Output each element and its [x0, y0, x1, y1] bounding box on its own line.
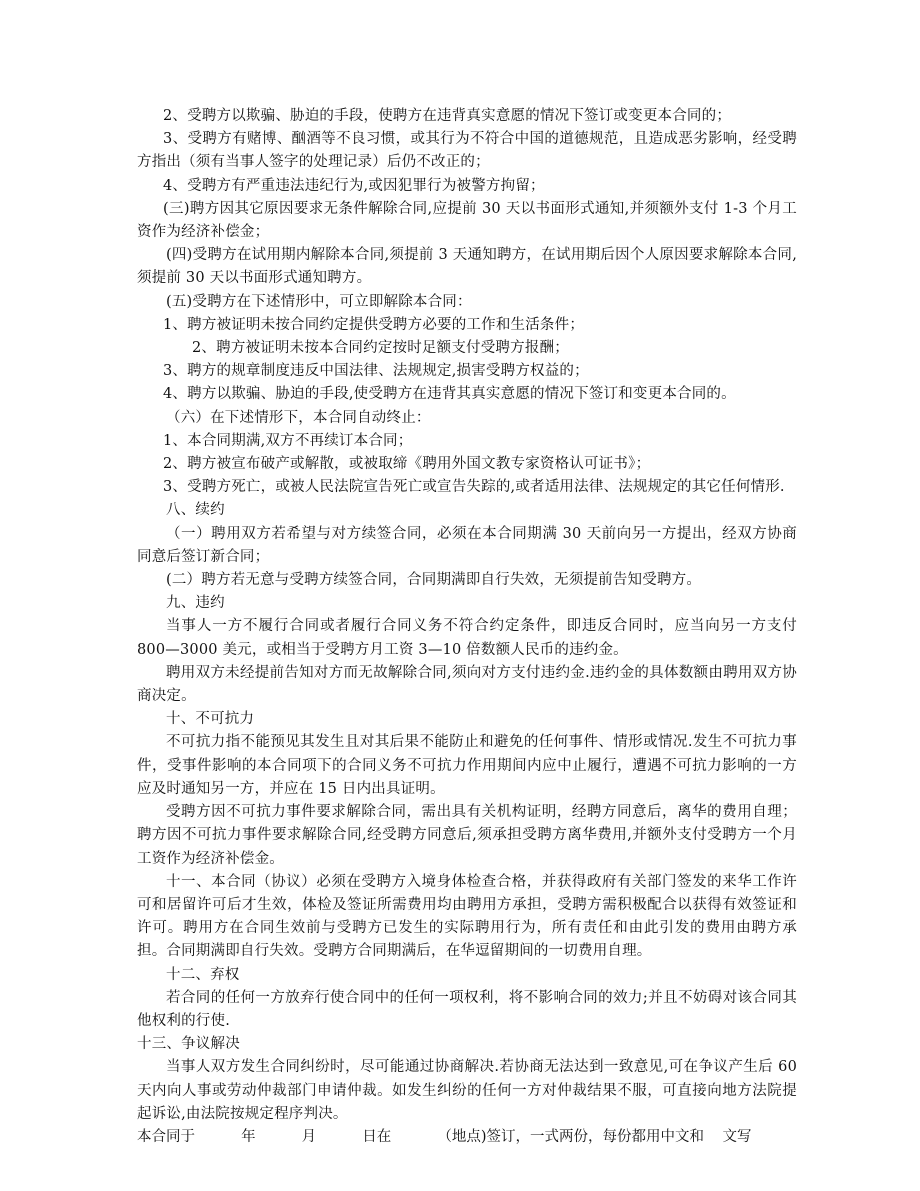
section-11-para: 十一、本合同（协议）必须在受聘方入境身体检查合格，并获得政府有关部门签发的来华工作许可和居留许可后才生效，体检及签证所需费用均由聘用方承担，受聘方需积极配合以获得有效签证和许可。聘用方在合同生效前与受聘方已发生的实际聘用行为，所有责任和由此引发的费用由聘方承担。合同期满即自行失效。受聘方合同期满后，在华逗留期间的一切费用自理。: [137, 873, 797, 960]
clause-6-item-2: 2、聘方被宣布破产或解散，或被取缔《聘用外国文教专家资格认可证书》；: [163, 456, 651, 473]
section-10-para-2: 受聘方因不可抗力事件要求解除合同，需出具有关机构证明，经聘方同意后，离华的费用自理；聘方因不可抗力事件要求解除合同,经受聘方同意后,须承担受聘方离华费用,并额外支付受聘方一个月工资作为经济补偿金。: [137, 804, 797, 867]
clause-6-item-3: 3、受聘方死亡，或被人民法院宣告死亡或宣告失踪的,或者适用法律、法规规定的其它任何情形.: [163, 479, 785, 496]
section-10-para-1: 不可抗力指不能预见其发生且对其后果不能防止和避免的任何事件、情形或情况.发生不可抗力事件，受事件影响的本合同项下的合同义务不可抗力作用期间内应中止履行，遭遇不可抗力影响的一方应及时通知另一方，并应在 15 日内出具证明。: [137, 734, 797, 797]
clause-terminate-employer-2: 2、受聘方以欺骗、胁迫的手段，使聘方在违背真实意愿的情况下签订或变更本合同的；: [163, 108, 732, 124]
clause-terminate-employer-3: 3、受聘方有赌博、酗酒等不良习惯，或其行为不符合中国的道德规范，且造成恶劣影响，经受聘方指出（须有当事人签字的处理记录）后仍不改正的；: [137, 131, 797, 171]
section-13-para: 当事人双方发生合同纠纷时，尽可能通过协商解决.若协商无法达到一致意见,可在争议产生后 60 天内向人事或劳动仲裁部门申请仲裁。如发生纠纷的任何一方对仲裁结果不服，可直接向地方法院提起诉讼,由法院按规定程序判决。: [137, 1059, 797, 1122]
clause-4-employee-probation: (四)受聘方在试用期内解除本合同,须提前 3 天通知聘方，在试用期后因个人原因要求解除本合同,须提前 30 天以书面形式通知聘方。: [137, 247, 797, 287]
section-12-para: 若合同的任何一方放弃行使合同中的任何一项权利，将不影响合同的效力;并且不妨碍对该合同其他权利的行使.: [137, 989, 797, 1029]
section-9-heading: 九、违约: [166, 595, 225, 612]
clause-5-item-2: 2、聘方被证明未按本合同约定按时足额支付受聘方报酬；: [192, 340, 569, 357]
section-10-heading: 十、不可抗力: [166, 711, 255, 728]
section-9-para-1: 当事人一方不履行合同或者履行合同义务不符合约定条件，即违反合同时，应当向另一方支付 800—3000 美元，或相当于受聘方月工资 3—10 倍数额人民币的违约金。: [137, 618, 797, 658]
signing-line: 本合同于 年 月 日在 （地点)签订，一式两份，每份都用中文和 文写: [137, 1128, 752, 1145]
section-12-heading: 十二、弃权: [166, 966, 240, 983]
section-8-item-1: （一）聘用双方若希望与对方续签合同，必须在本合同期满 30 天前向另一方提出，经双方协商同意后签订新合同；: [137, 525, 797, 565]
section-8-heading: 八、续约: [166, 502, 225, 519]
clause-5-item-1: 1、聘方被证明未按合同约定提供受聘方必要的工作和生活条件；: [163, 316, 585, 333]
clause-5-item-4: 4、聘方以欺骗、胁迫的手段,使受聘方在违背其真实意愿的情况下签订和变更本合同的。: [163, 386, 736, 403]
clause-5-item-3: 3、聘方的规章制度违反中国法律、法规规定,损害受聘方权益的；: [163, 363, 589, 380]
clause-terminate-employer-4: 4、受聘方有严重违法违纪行为,或因犯罪行为被警方拘留；: [163, 177, 545, 194]
clause-6-item-1: 1、本合同期满,双方不再续订本合同；: [163, 432, 413, 449]
document-body: [137, 105, 797, 1149]
clause-6-heading: （六）在下述情形下，本合同自动终止：: [166, 409, 431, 426]
clause-5-heading: (五)受聘方在下述情形中，可立即解除本合同：: [166, 293, 472, 310]
section-8-item-2: (二）聘方若无意与受聘方续签合同，合同期满即自行失效，无须提前告知受聘方。: [166, 572, 702, 589]
section-9-para-2: 聘用双方未经提前告知对方而无故解除合同,须向对方支付违约金.违约金的具体数额由聘用双方协商决定。: [137, 664, 797, 705]
clause-3-employer-terminate: (三)聘方因其它原因要求无条件解除合同,应提前 30 天以书面形式通知,并须额外支付 1-3 个月工资作为经济补偿金；: [137, 200, 797, 241]
section-13-heading: 十三、争议解决: [137, 1036, 240, 1053]
